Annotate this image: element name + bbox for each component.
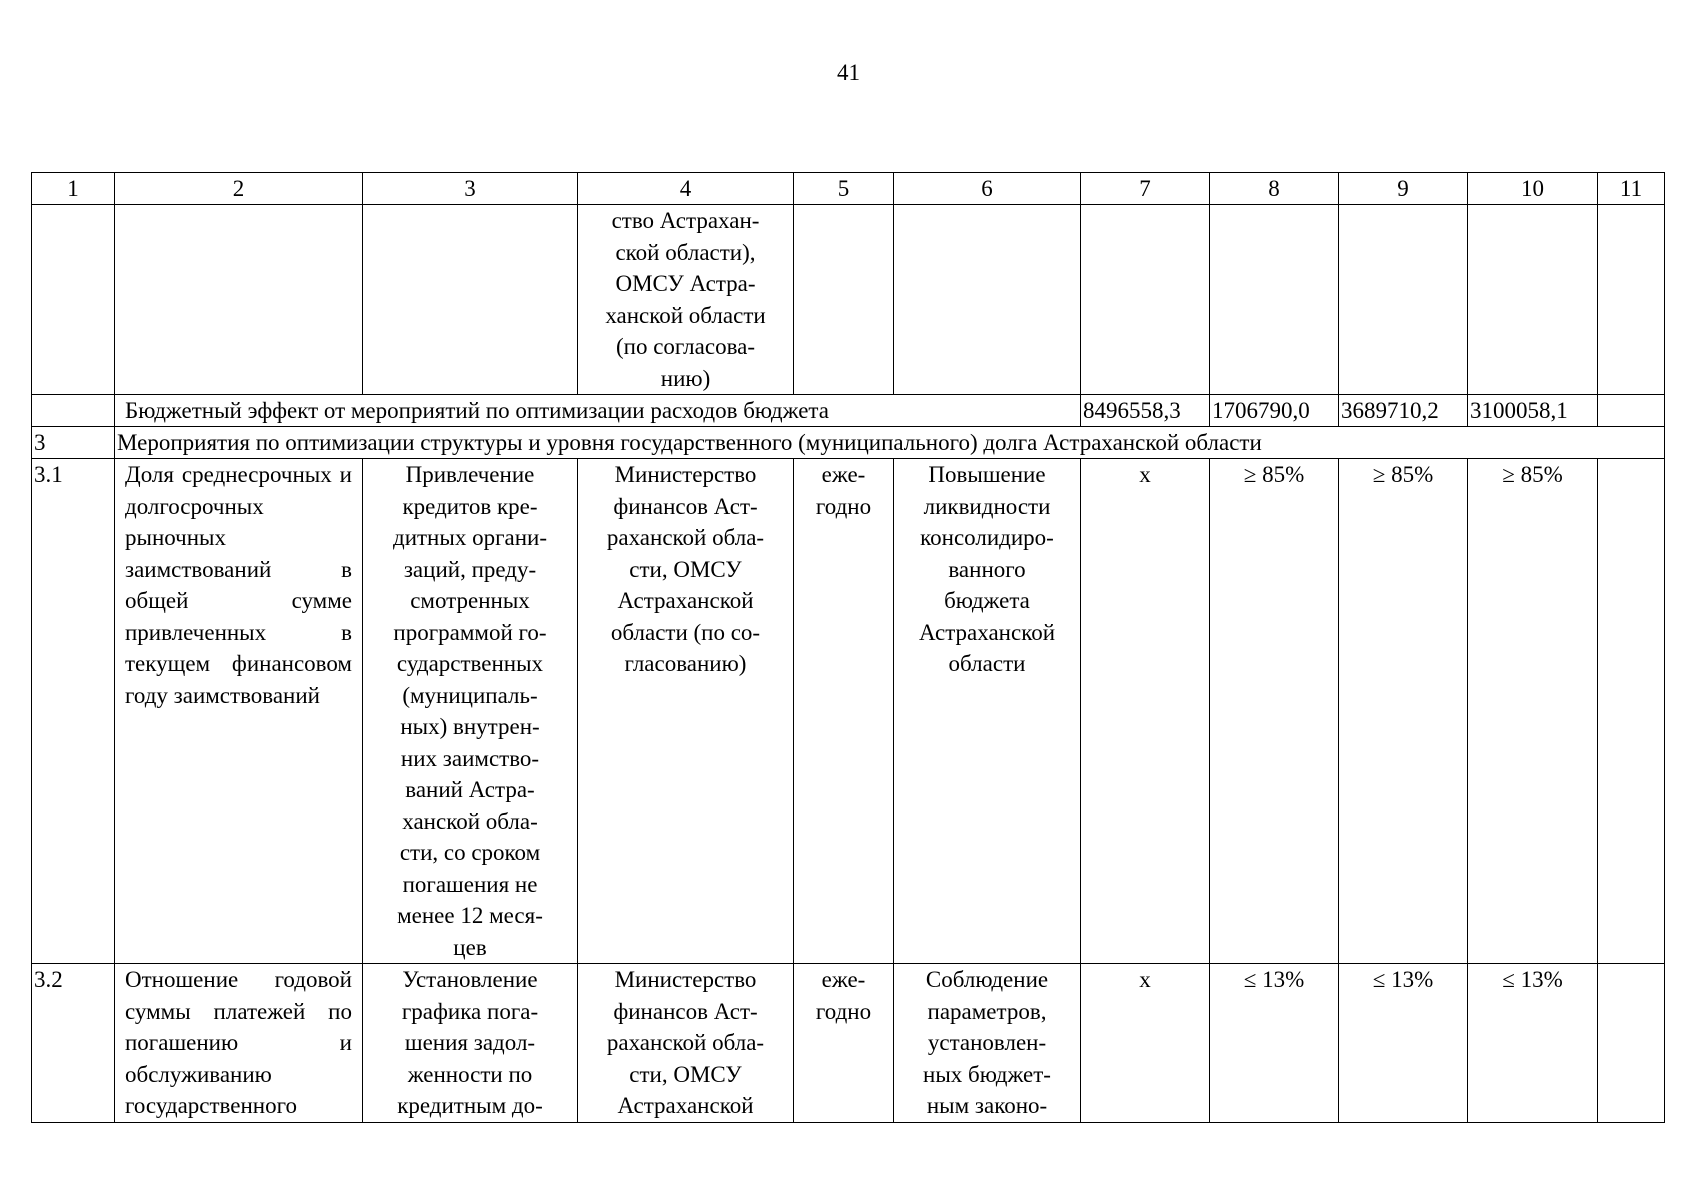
budget-effect-value-8: 1706790,0 [1210, 395, 1339, 427]
measures-table [31, 172, 1665, 1123]
cell-empty [894, 205, 1081, 395]
header-cell-11: 11 [1598, 173, 1665, 205]
cell-empty [794, 205, 894, 395]
header-cell-7: 7 [1081, 173, 1210, 205]
cell-empty [115, 205, 363, 395]
header-cell-8: 8 [1210, 173, 1339, 205]
measure-cell: Привлечение кредитов кре- дитных органи- заций, преду- смотренных программой го- сударственных (муниципаль- ных) внутрен- них заимство- ваний Астра- ханской обла- сти, со сроком погашения не менее 12 меся- цев [363, 459, 578, 964]
column-number-header-row [32, 173, 1665, 205]
cell-empty [32, 205, 115, 395]
value-cell-10: ≤ 13% [1468, 964, 1598, 1123]
indicator-cell: Доля среднесрочных и долгосрочных рыночных заимствований в общей сумме привлеченных в текущем финансовом году заимствований [115, 459, 363, 964]
header-cell-4: 4 [578, 173, 794, 205]
value-cell-9: ≤ 13% [1339, 964, 1468, 1123]
cell-empty [363, 205, 578, 395]
value-cell-11 [1598, 459, 1665, 964]
result-cell: Повышение ликвидности консолидиро- ванного бюджета Астраханской области [894, 459, 1081, 964]
value-cell-10: ≥ 85% [1468, 459, 1598, 964]
header-cell-9: 9 [1339, 173, 1468, 205]
value-cell-8: ≤ 13% [1210, 964, 1339, 1123]
responsible-cell: Министерство финансов Аст- раханской обла- сти, ОМСУ Астраханской [578, 964, 794, 1123]
cell-empty [1081, 205, 1210, 395]
value-cell-11 [1598, 964, 1665, 1123]
measure-cell: Установление графика пога- шения задол- женности по кредитным до- [363, 964, 578, 1123]
section-number: 3 [32, 427, 115, 459]
header-cell-10: 10 [1468, 173, 1598, 205]
period-cell: еже- годно [794, 964, 894, 1123]
cell-empty [1468, 205, 1598, 395]
responsible-continuation-cell: ство Астрахан- ской области), ОМСУ Астра- ханской области (по согласова- нию) [578, 205, 794, 395]
budget-effect-value-10: 3100058,1 [1468, 395, 1598, 427]
cell-empty [1210, 205, 1339, 395]
budget-effect-value-9: 3689710,2 [1339, 395, 1468, 427]
header-cell-2: 2 [115, 173, 363, 205]
section-row [32, 427, 1665, 459]
responsible-cell: Министерство финансов Аст- раханской обла- сти, ОМСУ Астраханской области (по со- гласованию) [578, 459, 794, 964]
table-row [32, 459, 1665, 964]
value-cell-9: ≥ 85% [1339, 459, 1468, 964]
header-cell-6: 6 [894, 173, 1081, 205]
period-cell: еже- годно [794, 459, 894, 964]
budget-effect-label: Бюджетный эффект от мероприятий по оптимизации расходов бюджета [115, 395, 1081, 427]
header-cell-1: 1 [32, 173, 115, 205]
page-number: 41 [837, 60, 860, 85]
continuation-row [32, 205, 1665, 395]
value-cell-8: ≥ 85% [1210, 459, 1339, 964]
budget-effect-value-7: 8496558,3 [1081, 395, 1210, 427]
header-cell-3: 3 [363, 173, 578, 205]
cell-empty [32, 395, 115, 427]
value-cell-7: х [1081, 459, 1210, 964]
indicator-cell: Отношение годовой суммы платежей по погашению и обслуживанию государственного [115, 964, 363, 1123]
cell-empty [1598, 395, 1665, 427]
header-cell-5: 5 [794, 173, 894, 205]
table-row [32, 964, 1665, 1123]
row-number: 3.1 [32, 459, 115, 964]
cell-empty [1339, 205, 1468, 395]
result-cell: Соблюдение параметров, установлен- ных бюджет- ным законо- [894, 964, 1081, 1123]
section-title: Мероприятия по оптимизации структуры и уровня государственного (муниципального) долга Астраханской области [115, 427, 1665, 459]
value-cell-7: х [1081, 964, 1210, 1123]
cell-empty [1598, 205, 1665, 395]
row-number: 3.2 [32, 964, 115, 1123]
budget-effect-row [32, 395, 1665, 427]
